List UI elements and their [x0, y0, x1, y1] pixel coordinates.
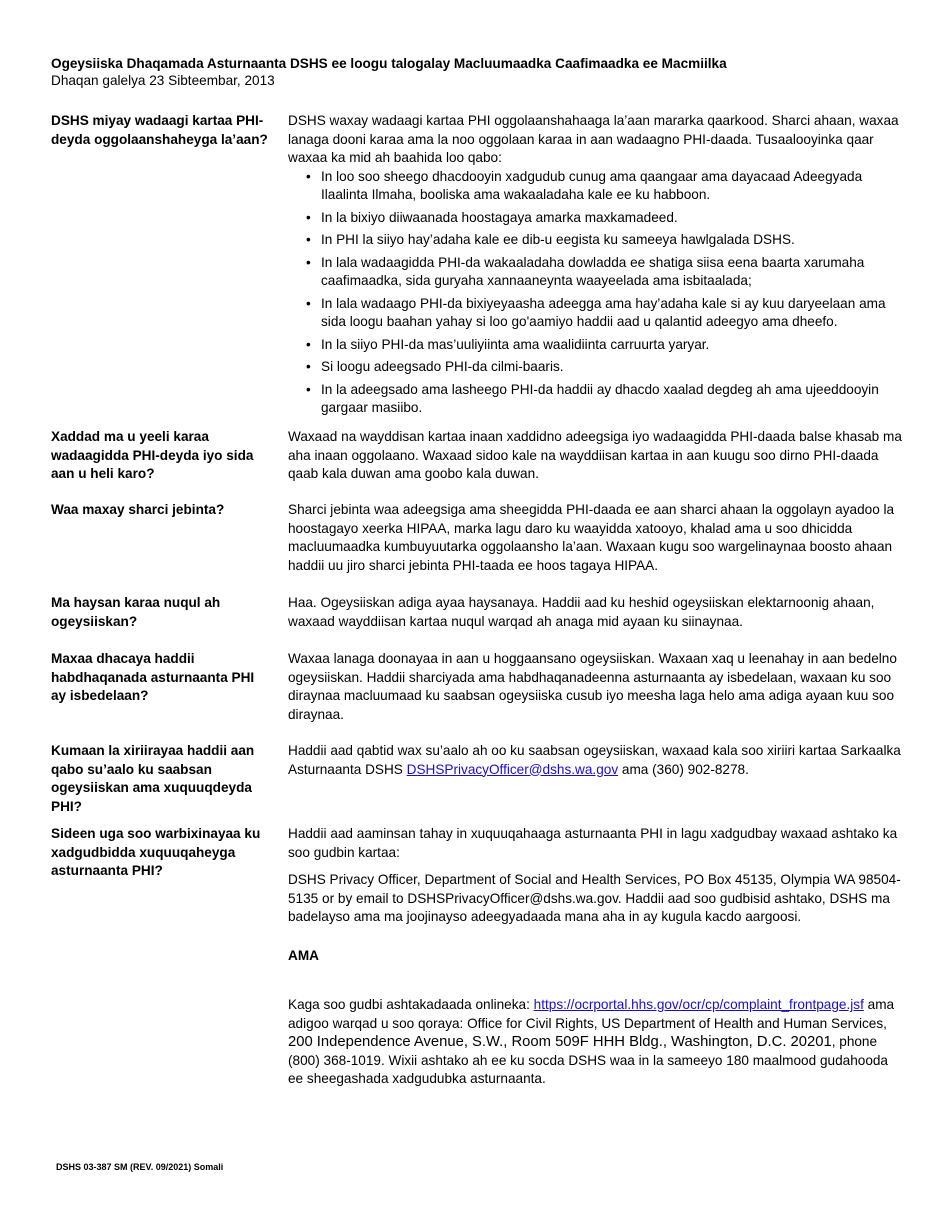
list-item: • In la siiyo PHI-da mas’uuliyiinta ama waalidiinta carruurta yaryar.: [321, 336, 903, 355]
privacy-officer-email-link[interactable]: DSHSPrivacyOfficer@dshs.wa.gov: [406, 761, 619, 777]
ocr-address-part-1: ama adigoo warqad u soo qoraya: Office for Civil Rights, US Department of Health and Human Services,: [288, 997, 895, 1031]
answer-breach: Sharci jebinta waa adeegsiga ama sheegidda PHI-daada ee aan sharci ahaan la oggolayn ayadoo la hoostagayo xeerka HIPAA, marka lagu daro ku waayidda xatooyo, khalad ama u soo dhicidda macluumaadka kumbuyuutarka oggolaansho la’aan. Waxaan kugu soo wargelinaynaa boosto ahaan haddii uu jiro sharci jebinta PHI-taada ee hoos tagaya HIPAA.: [288, 502, 895, 573]
question-copy-of-notice: Ma haysan karaa nuqul ah ogeysiiskan?: [51, 595, 221, 629]
answer-practice-changes: Waxaa lanaga doonayaa in aan u hoggaansano ogeysiiskan. Waxaan xaq u leenahay in aan bedelno ogeysiiskan. Haddii sharciyada ama habdhaqanadeenna asturnaanta ay isbedelaan, waxaan ku soo diraynaa macluumaad ku saabsan ogeysiiska cusub iyo meesha laga helo ama adiga ayaan kuu soo diraynaa.: [288, 651, 897, 722]
list-item: • In loo soo sheego dhacdooyin xadgudub cunug ama qaangaar ama dayacaad Adeegyada Ilaalinta Ilmaha, booliska ama wakaaladaha kale ee ku habboon.: [321, 168, 903, 205]
question-contact: Kumaan la xiriirayaa haddii aan qabo su’aalo ku saabsan ogeysiiskan ama xuquuqdeyda PHI?: [51, 743, 255, 814]
ocr-portal-link[interactable]: https://ocrportal.hhs.gov/ocr/cp/complaint_frontpage.jsf: [533, 997, 864, 1012]
answer-intro: DSHS waxay wadaagi kartaa PHI oggolaanshahaaga la’aan mararka qaarkood. Sharci ahaan, waxaa lanaga dooni karaa ama la noo oggolaan karaa in aan wadaagno PHI-daada. Tusaalooyinka qaar waxaa ka mid ah baahida loo qabo:: [288, 113, 899, 165]
document-title: Ogeysiiska Dhaqamada Asturnaanta DSHS ee loogu talogalay Macluumaadka Caafimaadka ee Macmiilka: [51, 56, 727, 71]
list-item: • Si loogu adeegsado PHI-da cilmi-baaris.: [321, 358, 903, 377]
list-item: • In la adeegsado ama lasheego PHI-da haddii ay dhacdo xaalad degdeg ah ama ujeeddooyin gargaar masiibo.: [321, 381, 903, 418]
question-practice-changes: Maxaa dhacaya haddii habdhaqanada asturnaanta PHI ay isbedelaan?: [51, 651, 255, 703]
ocr-street-address: 200 Independence Avenue, S.W., Room 509F HHH Bldg., Washington, D.C. 20201: [288, 1034, 832, 1050]
answer-contact: [288, 742, 903, 779]
examples-list: [288, 168, 903, 418]
answer-share-without-consent: [288, 112, 903, 422]
report-intro: Haddii aad aaminsan tahay in xuquuqahaaga asturnaanta PHI in lagu xadgudbay waxaad ashtako ka soo gudbin kartaa:: [288, 826, 898, 860]
list-item: • In lala wadaago PHI-da bixiyeyaasha adeegga ama hay’adaha kale si ay kuu daryeelaan ama sida loogu baahan yahay si loo go'aamiyo haddii aad u qalantid adeegyo ama dheefo.: [321, 295, 903, 332]
answer-limit-sharing: Waxaad na wayddisan kartaa inaan xaddidno adeegsiga iyo wadaagidda PHI-daada balse khasab ma aha inaan oggolaano. Waxaad sidoo kale na wayddiisan kartaa in aan kuugu soo dirno PHI-daada qaab kala duwan ama goobo kala duwan.: [288, 429, 902, 481]
privacy-officer-address: DSHS Privacy Officer, Department of Social and Health Services, PO Box 45135, Olympia WA 98504-5135 or by email to DSHSPrivacyOfficer@dshs.wa.gov. Haddii aad soo gudbisid ashtako, DSHS ma badelayso ama ma joojinayso adeegyadaada mana aha in ay kugula kacdo aargoosi.: [288, 872, 901, 924]
or-label: AMA: [288, 947, 319, 963]
list-item: • In PHI la siiyo hay’adaha kale ee dib-u eegista ku sameeya hawlgalada DSHS.: [321, 231, 903, 250]
effective-date: Dhaqan galelya 23 Sibteembar, 2013: [51, 73, 275, 88]
question-limit-sharing: Xaddad ma u yeeli karaa wadaagidda PHI-deyda iyo sida aan u heli karo?: [51, 429, 254, 481]
contact-text-before: Haddii aad qabtid wax su’aalo ah oo ku saabsan ogeysiiskan, waxaad kala soo xiriiri kartaa Sarkaalka Asturnaanta DSHS: [288, 743, 901, 777]
online-complaint-prefix: Kaga soo gudbi ashtakadaada onlineka:: [288, 997, 530, 1012]
document-header: [51, 55, 921, 89]
question-share-without-consent: DSHS miyay wadaagi kartaa PHI-deyda oggolaanshaheyga la’aan?: [51, 113, 268, 147]
online-complaint-text: [288, 996, 903, 1089]
form-number-footer: DSHS 03-387 SM (REV. 09/2021) Somali: [56, 1162, 224, 1172]
question-report-violation: Sideen uga soo warbixinayaa ku xadgudbidda xuquuqaheyga asturnaanta PHI?: [51, 826, 261, 878]
answer-report-violation: [288, 825, 903, 1089]
ocr-address-part-2: , phone (800) 368-1019. Wixii ashtako ah ee ku socda DSHS waa in la sameeyo 180 maalmood gudahooda ee sheegashada xadgudubka asturnaanta.: [288, 1034, 888, 1086]
contact-text-after: ama (360) 902-8278.: [621, 761, 749, 777]
list-item: • In lala wadaagidda PHI-da wakaaladaha dowladda ee shatiga siisa eena baarta xarumaha caafimaadka, sida guryaha xannaaneynta waayeelada ama isbitaalada;: [321, 254, 903, 291]
answer-copy-of-notice: Haa. Ogeysiiskan adiga ayaa haysanaya. Haddii aad ku heshid ogeysiiskan elektarnoonig ahaan, waxaad wayddiisan kartaa nuqul warqad ah anaga mid ayaan ku siinaynaa.: [288, 595, 875, 629]
list-item: • In la bixiyo diiwaanada hoostagaya amarka maxkamadeed.: [321, 209, 903, 228]
question-breach: Waa maxay sharci jebinta?: [51, 502, 225, 517]
